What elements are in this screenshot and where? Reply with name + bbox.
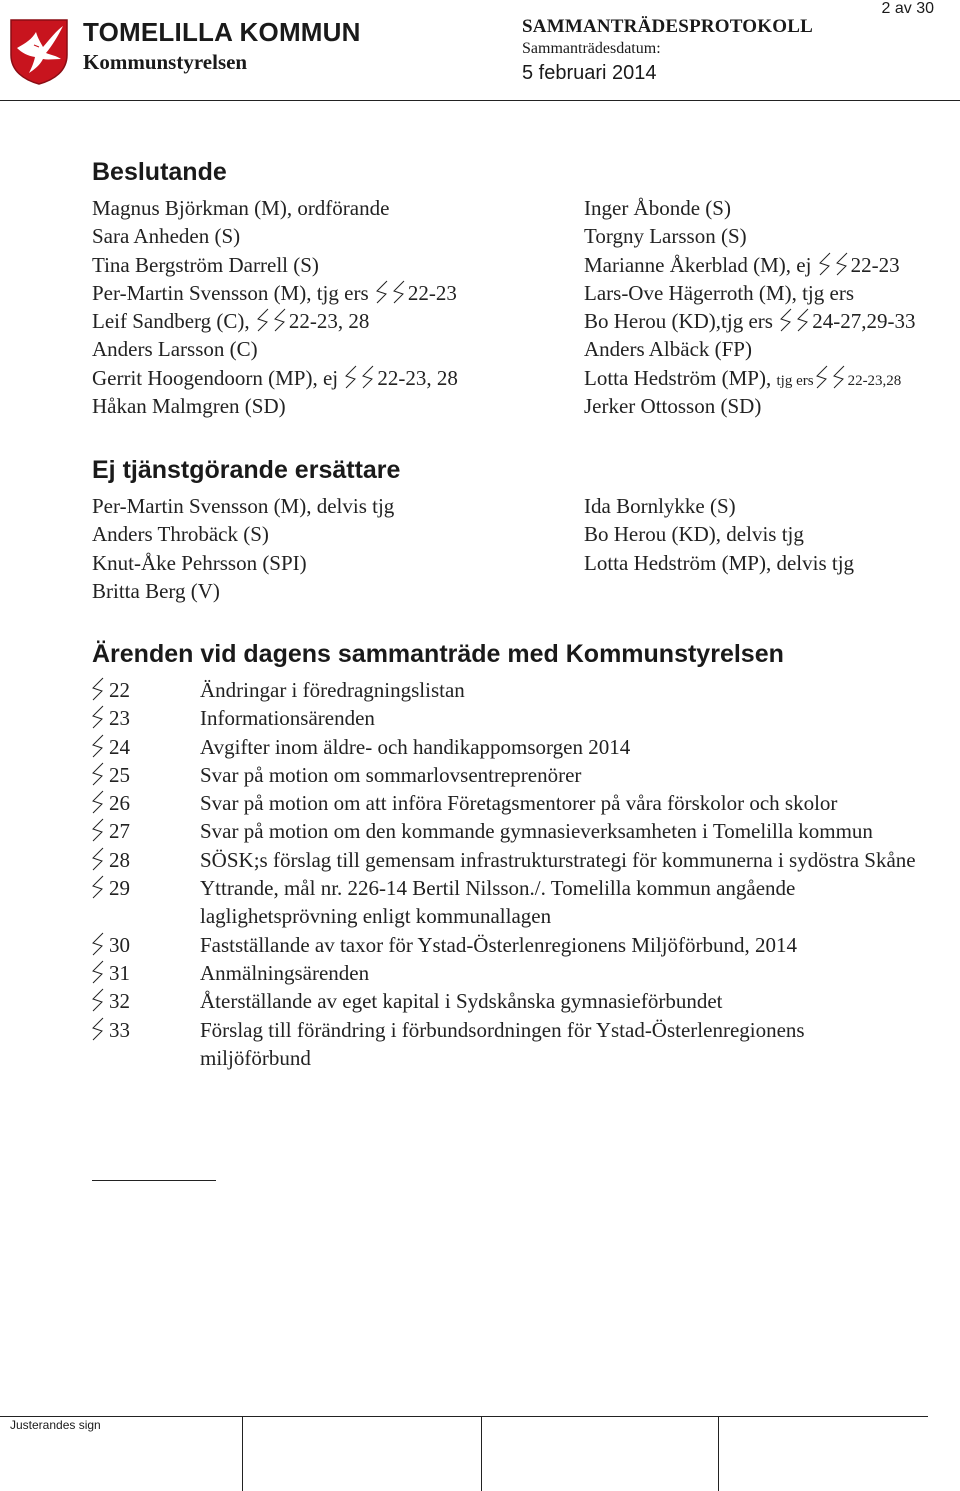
meeting-date: 5 februari 2014 [522, 62, 657, 84]
meeting-date-label: Sammanträdesdatum: [522, 40, 661, 57]
agenda-item [90, 846, 920, 874]
coat-of-arms-icon [8, 17, 70, 85]
section-sign-icon [817, 252, 834, 276]
agenda-item-title: Anmälningsärenden [200, 960, 370, 985]
section-sign-icon [90, 676, 107, 704]
agenda-item-number: 32 [109, 989, 130, 1014]
section-sign-icon [90, 677, 107, 701]
member-name: Tina Bergström Darrell (S) [92, 252, 319, 277]
member-sections: 22-23,28 [847, 372, 902, 389]
agenda-item [90, 733, 920, 761]
agenda-item-title: SÖSK;s förslag till gemensam infrastrukturstrategi för kommunerna i sydöstra Skåne [200, 847, 916, 872]
member-name: Anders Throbäck (S) [92, 522, 269, 547]
agenda-item-title: Avgifter inom äldre- och handikappomsorgen 2014 [200, 734, 631, 759]
municipality-name: TOMELILLA KOMMUN [83, 17, 361, 47]
member-entry [584, 194, 915, 222]
section-sign-icon [255, 308, 272, 332]
agenda-item [90, 874, 920, 931]
section-sign-icon [90, 874, 107, 902]
section-sign-icon [90, 1017, 107, 1041]
member-entry [92, 279, 458, 307]
section-sign-icon [90, 1016, 107, 1044]
member-name: Britta Berg (V) [92, 578, 220, 603]
member-name: Anders Larsson (C) [92, 337, 258, 362]
member-name: Marianne Åkerblad (M), ej [584, 252, 817, 277]
member-entry [584, 279, 915, 307]
section-sign-icon [90, 875, 107, 899]
section-sign-icon [90, 705, 107, 729]
member-entry [92, 520, 394, 548]
member-entry [584, 364, 915, 392]
member-name: Ida Bornlykke (S) [584, 494, 736, 518]
section-sign-icon [90, 817, 107, 845]
member-sections: 22-23, 28 [377, 365, 458, 390]
beslutande-list-right [584, 194, 915, 420]
member-entry [92, 194, 458, 222]
member-name: Jerker Ottosson (SD) [584, 394, 762, 419]
section-sign-icon [90, 847, 107, 871]
section-sign-icon [90, 818, 107, 842]
section-sign-icon [90, 988, 107, 1012]
member-name: Knut-Åke Pehrsson (SPI) [92, 550, 307, 575]
member-name: Håkan Malmgren (SD) [92, 394, 286, 419]
member-entry [584, 335, 915, 363]
agenda-item [90, 817, 920, 845]
agenda-item [90, 959, 920, 987]
member-name: Anders Albäck (FP) [584, 337, 752, 362]
agenda-item-number: 30 [109, 932, 130, 957]
agenda-item [90, 1016, 920, 1073]
member-name: Torgny Larsson (S) [584, 224, 747, 249]
agenda-item-title: Ändringar i föredragningslistan [200, 678, 465, 702]
signature-cell [0, 1417, 719, 1491]
agenda-item-number: 33 [109, 1017, 130, 1042]
agenda-item-title: Svar på motion om den kommande gymnasieverksamheten i Tomelilla kommun [200, 819, 873, 844]
section-sign-icon [343, 365, 360, 389]
member-entry [584, 549, 854, 577]
agenda-item-number: 28 [109, 847, 130, 872]
agenda-item-title: Förslag till förändring i förbundsordningen för Ystad-Österlenregionens miljöförbund [200, 1017, 805, 1070]
section-sign-icon [90, 987, 107, 1015]
section-sign-icon [90, 789, 107, 817]
section-sign-icon [90, 762, 107, 786]
member-entry [584, 251, 915, 279]
section-sign-icon [360, 365, 377, 389]
member-entry [92, 549, 394, 577]
page-number: 2 av 30 [881, 0, 934, 17]
section-heading-ersattare: Ej tjänstgörande ersättare [92, 456, 401, 484]
member-entry [584, 492, 854, 520]
beslutande-list-left [92, 194, 458, 420]
agenda-item-title: Informationsärenden [200, 706, 375, 731]
agenda-item-number: 22 [109, 678, 130, 702]
agenda-item-number: 23 [109, 706, 130, 731]
section-sign-icon [90, 931, 107, 959]
member-entry [584, 520, 854, 548]
section-sign-icon [391, 280, 408, 304]
header-divider [0, 100, 960, 101]
ersattare-list-left [92, 492, 394, 605]
member-entry [92, 492, 394, 520]
section-sign-icon [90, 932, 107, 956]
member-entry [92, 222, 458, 250]
agenda-list [90, 676, 920, 1072]
member-entry [92, 364, 458, 392]
agenda-item-title: Fastställande av taxor för Ystad-Österlenregionens Miljöförbund, 2014 [200, 932, 798, 957]
document-type: SAMMANTRÄDESPROTOKOLL [522, 16, 813, 37]
agenda-item-number: 24 [109, 734, 130, 759]
member-name: Bo Herou (KD),tjg ers [584, 309, 779, 334]
member-name: Leif Sandberg (C), [92, 309, 255, 334]
section-sign-icon [90, 761, 107, 789]
agenda-item-title: Återställande av eget kapital i Sydskånska gymnasieförbundet [200, 989, 723, 1014]
member-name: Per-Martin Svensson (M), tjg ers [92, 280, 374, 305]
member-name: Lotta Hedström (MP), delvis tjg [584, 550, 855, 575]
section-sign-icon [831, 365, 848, 389]
agenda-item-number: 26 [109, 791, 130, 816]
member-name: Lars-Ove Hägerroth (M), tjg ers [584, 280, 854, 305]
agenda-item-number: 31 [109, 960, 130, 985]
agenda-item [90, 761, 920, 789]
section-sign-icon [272, 308, 289, 332]
section-heading-arenden: Ärenden vid dagens sammanträde med Kommunstyrelsen [92, 640, 784, 668]
member-sections: 22-23 [850, 252, 900, 277]
member-role: tjg ers [776, 372, 814, 389]
member-sections: 22-23 [407, 280, 457, 305]
section-heading-beslutande: Beslutande [92, 158, 227, 186]
member-name: Inger Åbonde (S) [584, 196, 731, 220]
agenda-item-title: Yttrande, mål nr. 226-14 Bertil Nilsson./. Tomelilla kommun angående laglighetsprövning enligt kommunallagen [200, 876, 796, 929]
agenda-item [90, 789, 920, 817]
agenda-item [90, 704, 920, 732]
section-sign-icon [90, 734, 107, 758]
signature-table [0, 1416, 928, 1491]
section-sign-icon [814, 365, 831, 389]
member-entry [584, 307, 915, 335]
member-entry [92, 577, 394, 605]
member-sections: 22-23, 28 [288, 309, 370, 334]
member-entry [584, 392, 915, 420]
agenda-item [90, 676, 920, 704]
member-name: Bo Herou (KD), delvis tjg [584, 522, 804, 547]
signature-label: Justerandes sign [10, 1418, 101, 1432]
section-sign-icon [90, 846, 107, 874]
section-sign-icon [778, 308, 795, 332]
member-entry [92, 392, 458, 420]
member-name: Per-Martin Svensson (M), delvis tjg [92, 494, 395, 518]
end-divider [92, 1180, 216, 1181]
member-sections: 24-27,29-33 [812, 309, 916, 334]
agenda-item-number: 29 [109, 876, 130, 901]
member-entry [92, 251, 458, 279]
agenda-item-number: 27 [109, 819, 130, 844]
member-name: Gerrit Hoogendoorn (MP), ej [92, 365, 344, 390]
section-sign-icon [795, 308, 812, 332]
agenda-item-title: Svar på motion om sommarlovsentreprenörer [200, 762, 582, 787]
member-entry [92, 335, 458, 363]
member-entry [92, 307, 458, 335]
board-name: Kommunstyrelsen [83, 50, 248, 74]
member-name: Magnus Björkman (M), ordförande [92, 196, 390, 220]
member-entry [584, 222, 915, 250]
section-sign-icon [90, 704, 107, 732]
agenda-item-number: 25 [109, 762, 130, 787]
section-sign-icon [90, 959, 107, 987]
agenda-item [90, 987, 920, 1015]
member-name: Lotta Hedström (MP), [584, 365, 777, 390]
section-sign-icon [374, 280, 391, 304]
agenda-item [90, 931, 920, 959]
section-sign-icon [90, 960, 107, 984]
section-sign-icon [834, 252, 851, 276]
ersattare-list-right [584, 492, 854, 577]
section-sign-icon [90, 790, 107, 814]
member-name: Sara Anheden (S) [92, 224, 241, 249]
section-sign-icon [90, 733, 107, 761]
agenda-item-title: Svar på motion om att införa Företagsmentorer på våra förskolor och skolor [200, 791, 838, 816]
